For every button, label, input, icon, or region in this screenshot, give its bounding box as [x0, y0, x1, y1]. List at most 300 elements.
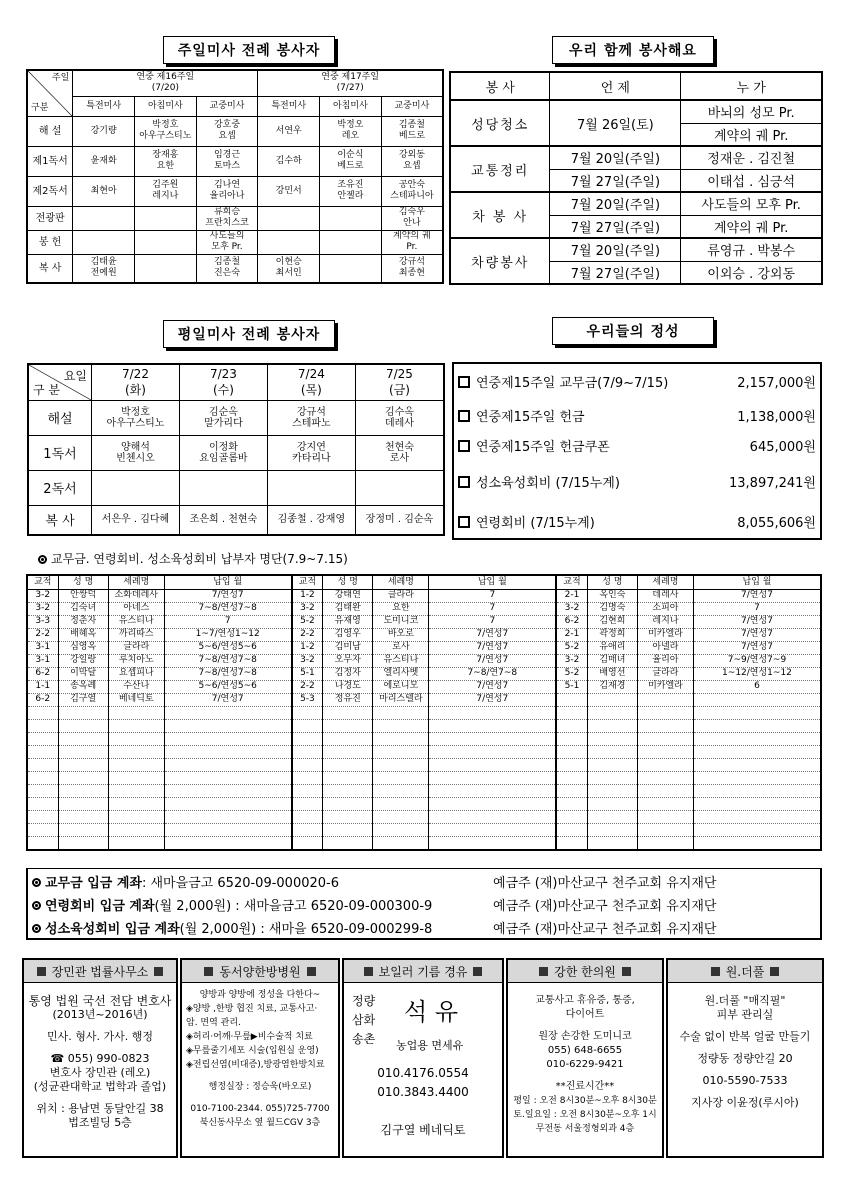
empty-cell — [693, 771, 821, 784]
weekday-cell: 장정미 . 김순옥 — [355, 505, 444, 535]
empty-cell — [108, 732, 164, 745]
empty-row — [27, 797, 821, 810]
ad-line: 원장 손강한 도미니코 — [538, 1031, 632, 1042]
payer-cell: 3-2 — [292, 602, 323, 615]
mass-header: 특전미사 — [73, 96, 135, 116]
empty-cell — [292, 836, 323, 850]
empty-cell — [27, 810, 58, 823]
empty-cell — [637, 797, 693, 810]
empty-cell — [637, 706, 693, 719]
empty-cell — [323, 836, 373, 850]
empty-cell — [373, 745, 429, 758]
payer-cell: 곽정희 — [587, 628, 637, 641]
ad-box — [180, 958, 340, 1158]
payer-cell: 안쌍덕 — [58, 589, 108, 602]
payer-cell: 유스티나 — [373, 654, 429, 667]
empty-cell — [164, 719, 291, 732]
square-icon — [711, 967, 720, 976]
empty-cell — [556, 732, 587, 745]
square-icon — [204, 967, 213, 976]
sunday-cell: 사도들의 모후 Pr. — [196, 230, 258, 254]
account-holder: 예금주 (재)마산교구 천주교회 유지재단 — [493, 898, 717, 914]
empty-row — [27, 732, 821, 745]
empty-cell — [164, 706, 291, 719]
day-header: 7/25 (금) — [355, 364, 444, 400]
payer-cell: 나경도 — [323, 680, 373, 693]
payer-cell: 김숙녀 — [58, 602, 108, 615]
empty-cell — [587, 719, 637, 732]
empty-cell — [587, 732, 637, 745]
empty-cell — [693, 758, 821, 771]
ad-line: 010.3843.4400 — [377, 1085, 469, 1099]
payer-cell: 김태완 — [323, 602, 373, 615]
sunday-cell: 강규석 최종현 — [381, 254, 443, 283]
offering-item — [458, 406, 816, 425]
payers-table — [26, 574, 822, 851]
payer-cell: 김매녀 — [587, 654, 637, 667]
payer-cell: 바오로 — [373, 628, 429, 641]
account-line — [28, 870, 822, 892]
empty-cell — [292, 810, 323, 823]
empty-cell — [373, 771, 429, 784]
account-label: 연령회비 입금 계좌 — [45, 898, 155, 914]
offering-amount: 645,000원 — [749, 440, 816, 455]
payer-cell: 정유진 — [323, 693, 373, 706]
payer-cell — [693, 693, 821, 706]
empty-cell — [693, 810, 821, 823]
together-row — [450, 192, 822, 215]
payer-cell: 2-1 — [556, 628, 587, 641]
payer-cell: 3-2 — [292, 654, 323, 667]
payer-cell: 미카엘라 — [637, 628, 693, 641]
empty-cell — [637, 745, 693, 758]
square-icon — [539, 967, 548, 976]
table-row — [27, 589, 821, 602]
payer-cell: 김현희 — [587, 615, 637, 628]
empty-cell — [429, 745, 556, 758]
payer-cell: 7~9/연성7~9 — [693, 654, 821, 667]
weekday-row — [28, 435, 444, 470]
sunday-cell: 이현승 최서인 — [258, 254, 320, 283]
offering-label: 연중제15주일 헌금쿠폰 — [458, 436, 610, 455]
together-duty: 차 봉 사 — [450, 192, 550, 238]
ad-line: 수술 없이 반복 얼굴 만들기 — [679, 1030, 811, 1043]
empty-cell — [637, 771, 693, 784]
weekday-cell — [92, 470, 180, 505]
payer-cell: 1~12/연성1~12 — [693, 667, 821, 680]
payer-cell: 글라라 — [637, 667, 693, 680]
payer-cell: 6-2 — [27, 693, 58, 706]
empty-cell — [58, 719, 108, 732]
empty-cell — [693, 706, 821, 719]
ad-line — [24, 1022, 176, 1030]
sunday-cell — [134, 230, 196, 254]
ad-line: 양방과 양방에 정성을 다한다~ — [199, 990, 321, 1000]
ad-line: 민사. 형사. 가사. 행정 — [47, 1030, 153, 1043]
table-row — [27, 628, 821, 641]
empty-cell — [164, 745, 291, 758]
payer-cell: 1~7/연성1~12 — [164, 628, 291, 641]
corner-bottom: 구 분 — [33, 382, 60, 397]
square-icon — [364, 967, 373, 976]
account-detail: : 새마을금고 6520-09-000020-6 — [141, 875, 339, 891]
weekday-row — [28, 505, 444, 535]
empty-cell — [556, 758, 587, 771]
weekday-row — [28, 400, 444, 435]
payer-cell: 2-2 — [292, 628, 323, 641]
sunday-cell: 김나연 율리아나 — [196, 176, 258, 206]
empty-cell — [637, 823, 693, 836]
payers-header: 성 명 — [587, 575, 637, 589]
empty-cell — [292, 784, 323, 797]
square-icon — [473, 967, 482, 976]
sunday-cell: 이순식 베드로 — [320, 146, 382, 176]
payer-cell: 소피아 — [637, 602, 693, 615]
sunday-cell: 강기량 — [73, 116, 135, 146]
empty-cell — [27, 836, 58, 850]
together-header: 언 제 — [550, 72, 681, 100]
payer-cell: 3-2 — [27, 602, 58, 615]
weekday-cell: 김수옥 데레사 — [355, 400, 444, 435]
ad-line: 055) 648-6655 — [547, 1045, 623, 1056]
empty-cell — [27, 706, 58, 719]
payer-cell: 7~8/연7~8 — [429, 667, 556, 680]
square-icon — [770, 967, 779, 976]
empty-cell — [429, 706, 556, 719]
empty-cell — [58, 836, 108, 850]
empty-cell — [556, 797, 587, 810]
empty-cell — [323, 758, 373, 771]
payer-cell: 3-1 — [27, 641, 58, 654]
ad-line: 토.일요일 : 오전 8시30분~오후 1시 — [513, 1110, 657, 1120]
ad-line — [668, 1088, 822, 1096]
together-who: 이외승 . 강외동 — [681, 261, 822, 284]
together-who: 이태섭 . 심긍석 — [681, 169, 822, 192]
account-line — [28, 893, 822, 915]
ad-line: 지사장 이윤정(루시아) — [691, 1096, 799, 1109]
row-label: 해 설 — [27, 116, 73, 146]
empty-cell — [58, 810, 108, 823]
payer-cell: 에로니모 — [373, 680, 429, 693]
sunday-cell: 조유진 안젤라 — [320, 176, 382, 206]
empty-cell — [373, 784, 429, 797]
offering-amount: 8,055,606원 — [737, 516, 816, 531]
corner-top: 주일 — [51, 73, 70, 83]
payer-cell: 유스티나 — [108, 615, 164, 628]
table-row — [27, 680, 821, 693]
payer-cell: 7/연성7 — [164, 693, 291, 706]
empty-cell — [164, 836, 291, 850]
together-duty: 성당청소 — [450, 100, 550, 146]
together-header: 누 가 — [681, 72, 822, 100]
empty-cell — [556, 706, 587, 719]
account-holder: 예금주 (재)마산교구 천주교회 유지재단 — [493, 875, 717, 891]
weekday-cell: 김종철 . 강재영 — [267, 505, 355, 535]
empty-cell — [292, 823, 323, 836]
corner-bottom: 구분 — [31, 102, 49, 113]
payer-cell: 7/연성7 — [693, 589, 821, 602]
weekday-cell: 천현숙 로사 — [355, 435, 444, 470]
payers-title: 교무금. 연령회비. 성소육성회비 납부자 명단(7.9~7.15) — [38, 550, 348, 567]
ad-head: 강한 한의원 — [508, 960, 662, 983]
payer-cell: 도미니코 — [373, 615, 429, 628]
day-header: 7/22 (화) — [92, 364, 180, 400]
ad-line: 북신동사무소 옆 월드CGV 3층 — [199, 1118, 321, 1128]
empty-row — [27, 758, 821, 771]
table-row — [27, 641, 821, 654]
row-label: 복 사 — [27, 254, 73, 283]
square-icon — [37, 967, 46, 976]
offering-item — [458, 472, 816, 491]
ad-head: 동서양한방병원 — [182, 960, 338, 983]
empty-cell — [323, 745, 373, 758]
empty-cell — [429, 719, 556, 732]
payer-cell: 김명숙 — [587, 602, 637, 615]
empty-cell — [429, 836, 556, 850]
payer-cell: 7/연성7 — [693, 641, 821, 654]
sunday-cell — [73, 230, 135, 254]
sunday-cell: 서연우 — [258, 116, 320, 146]
weekday-title: 평일미사 전례 봉사자 — [163, 320, 335, 348]
sunday-cell: 임경근 토마스 — [196, 146, 258, 176]
sunday-cell: 강민서 — [258, 176, 320, 206]
offering-item — [458, 372, 816, 391]
empty-cell — [58, 797, 108, 810]
payer-cell — [587, 693, 637, 706]
ad-line: 김구열 베네딕토 — [380, 1123, 466, 1137]
offering-item — [458, 436, 816, 455]
empty-cell — [27, 732, 58, 745]
ad-line: 통영 법원 국선 전담 변호사 — [28, 994, 172, 1008]
week-header: 연중 제16주일 (7/20) — [73, 70, 258, 96]
empty-cell — [323, 797, 373, 810]
payer-cell: 유애리 — [587, 641, 637, 654]
sunday-table — [26, 69, 444, 284]
payer-cell: 3-1 — [27, 654, 58, 667]
ad-line: 010-7100-2344. 055)725-7700 — [190, 1104, 330, 1114]
empty-cell — [556, 771, 587, 784]
payer-cell: 옥인숙 — [587, 589, 637, 602]
corner-top: 요일 — [63, 369, 87, 383]
together-header: 봉 사 — [450, 72, 550, 100]
empty-cell — [556, 719, 587, 732]
payer-cell: 아네스 — [108, 602, 164, 615]
square-icon — [458, 376, 470, 388]
sunday-cell: 박정오 레오 — [320, 116, 382, 146]
empty-cell — [373, 732, 429, 745]
together-duty: 교통정리 — [450, 146, 550, 192]
ad-box — [22, 958, 178, 1158]
empty-cell — [323, 784, 373, 797]
empty-cell — [108, 823, 164, 836]
empty-row — [27, 836, 821, 850]
sunday-row — [27, 230, 443, 254]
mass-header: 특전미사 — [258, 96, 320, 116]
sunday-title: 주일미사 전례 봉사자 — [163, 36, 335, 64]
row-label: 복 사 — [28, 505, 92, 535]
sunday-cell — [258, 230, 320, 254]
empty-cell — [429, 732, 556, 745]
ad-body — [344, 984, 502, 1156]
empty-cell — [637, 758, 693, 771]
payer-cell: 요셉피나 — [108, 667, 164, 680]
ad-line: ◈양방 ,한방 협진 치료, 교통사고· — [186, 1004, 318, 1014]
weekday-cell: 양해석 빈첸시오 — [92, 435, 180, 470]
payer-cell: 유재영 — [323, 615, 373, 628]
empty-cell — [27, 745, 58, 758]
empty-cell — [373, 758, 429, 771]
payer-cell: 수산나 — [108, 680, 164, 693]
together-row — [450, 100, 822, 123]
empty-cell — [587, 758, 637, 771]
empty-cell — [373, 706, 429, 719]
sunday-cell: 계약의 궤 Pr. — [381, 230, 443, 254]
empty-cell — [292, 797, 323, 810]
empty-cell — [373, 810, 429, 823]
empty-cell — [164, 758, 291, 771]
payer-cell: 데레사 — [637, 589, 693, 602]
payer-cell: 클라라 — [373, 589, 429, 602]
together-when: 7월 27일(주일) — [550, 169, 681, 192]
ad-line: ◈전립선염(비대증),방광염한방치료 — [186, 1060, 325, 1070]
empty-cell — [108, 836, 164, 850]
empty-row — [27, 784, 821, 797]
sunday-cell — [134, 254, 196, 283]
ad-line: 010-6229-9421 — [546, 1059, 624, 1070]
payer-cell: 강일랑 — [58, 654, 108, 667]
ad-line: 교통사고 휴유증, 통증, — [535, 995, 635, 1006]
ad-line: 010-5590-7533 — [702, 1074, 788, 1087]
empty-cell — [108, 719, 164, 732]
weekday-table — [27, 363, 445, 536]
empty-cell — [556, 784, 587, 797]
payer-cell: 7 — [164, 615, 291, 628]
empty-cell — [164, 810, 291, 823]
payer-cell: 5-2 — [556, 641, 587, 654]
payer-cell: 5~6/연성5~6 — [164, 641, 291, 654]
row-label: 제2독서 — [27, 176, 73, 206]
together-when: 7월 27일(주일) — [550, 215, 681, 238]
together-who: 사도들의 모후 Pr. — [681, 192, 822, 215]
payers-header: 세례명 — [637, 575, 693, 589]
payer-cell: 김영우 — [323, 628, 373, 641]
ad-line: 원.더풀 "매직필" — [704, 994, 786, 1007]
empty-cell — [323, 823, 373, 836]
sunday-row — [27, 146, 443, 176]
sunday-cell: 김숙우 안나 — [381, 206, 443, 230]
empty-cell — [587, 784, 637, 797]
ad-box — [342, 958, 504, 1158]
sunday-cell: 김주원 레지나 — [134, 176, 196, 206]
empty-cell — [637, 810, 693, 823]
empty-cell — [693, 745, 821, 758]
offering-list — [452, 362, 822, 540]
payer-cell: 베네딕토 — [108, 693, 164, 706]
empty-cell — [108, 706, 164, 719]
payers-header: 세례명 — [373, 575, 429, 589]
empty-cell — [58, 823, 108, 836]
empty-cell — [27, 771, 58, 784]
payer-cell: 5-2 — [556, 667, 587, 680]
payer-cell: 배혜옥 — [58, 628, 108, 641]
table-row — [27, 615, 821, 628]
ad-line: 피부 관리실 — [716, 1008, 774, 1021]
payers-header: 교적 — [556, 575, 587, 589]
empty-cell — [587, 823, 637, 836]
empty-cell — [556, 823, 587, 836]
empty-cell — [587, 706, 637, 719]
empty-cell — [323, 706, 373, 719]
payer-cell: 2-2 — [27, 628, 58, 641]
payer-cell: 5-1 — [292, 667, 323, 680]
square-icon — [622, 967, 631, 976]
payer-cell: 요한 — [373, 602, 429, 615]
empty-cell — [637, 784, 693, 797]
together-when: 7월 27일(주일) — [550, 261, 681, 284]
together-table — [449, 71, 823, 285]
weekday-cell — [267, 470, 355, 505]
payer-cell: 7/연성7 — [429, 680, 556, 693]
payer-cell: 7/연성7 — [429, 654, 556, 667]
empty-cell — [292, 706, 323, 719]
account-line — [28, 916, 822, 938]
together-who: 계약의 궤 Pr. — [681, 215, 822, 238]
empty-cell — [373, 836, 429, 850]
empty-cell — [373, 719, 429, 732]
weekday-cell: 강지연 카타리나 — [267, 435, 355, 470]
weekday-cell: 서은우 . 김다혜 — [92, 505, 180, 535]
payer-cell: 마리스텔라 — [373, 693, 429, 706]
payer-cell: 2-1 — [556, 589, 587, 602]
weekday-cell: 조은희 . 천현숙 — [179, 505, 267, 535]
empty-cell — [292, 745, 323, 758]
mass-header: 아침미사 — [134, 96, 196, 116]
square-icon — [307, 967, 316, 976]
empty-cell — [292, 719, 323, 732]
payer-cell: 강태연 — [323, 589, 373, 602]
weekday-cell — [355, 470, 444, 505]
empty-cell — [27, 784, 58, 797]
together-when: 7월 20일(주일) — [550, 146, 681, 169]
sunday-cell — [320, 230, 382, 254]
payer-cell: 7/연성7 — [693, 628, 821, 641]
empty-cell — [164, 771, 291, 784]
sunday-cell — [320, 254, 382, 283]
offering-label: 성소육성회비 (7/15누계) — [458, 472, 620, 491]
account-holder: 예금주 (재)마산교구 천주교회 유지재단 — [493, 921, 717, 937]
corner-cell — [27, 70, 73, 116]
payers-header: 성 명 — [323, 575, 373, 589]
payers-header: 교적 — [27, 575, 58, 589]
empty-cell — [58, 784, 108, 797]
payer-cell: 7/연성7 — [429, 628, 556, 641]
mass-header: 아침미사 — [320, 96, 382, 116]
empty-cell — [27, 797, 58, 810]
empty-cell — [108, 784, 164, 797]
together-title: 우리 함께 봉사해요 — [552, 36, 714, 64]
empty-cell — [587, 797, 637, 810]
ad-line — [24, 1044, 176, 1052]
weekday-row — [28, 470, 444, 505]
table-row — [27, 602, 821, 615]
empty-row — [27, 745, 821, 758]
ad-line: (성균관대학교 법학과 졸업) — [33, 1080, 167, 1093]
empty-cell — [587, 745, 637, 758]
square-icon — [458, 440, 470, 452]
offering-label: 연중제15주일 교무금(7/9~7/15) — [458, 372, 668, 391]
ad-line: 행정실장 : 정승욱(바오로) — [208, 1082, 312, 1092]
ad-line — [182, 1094, 338, 1102]
